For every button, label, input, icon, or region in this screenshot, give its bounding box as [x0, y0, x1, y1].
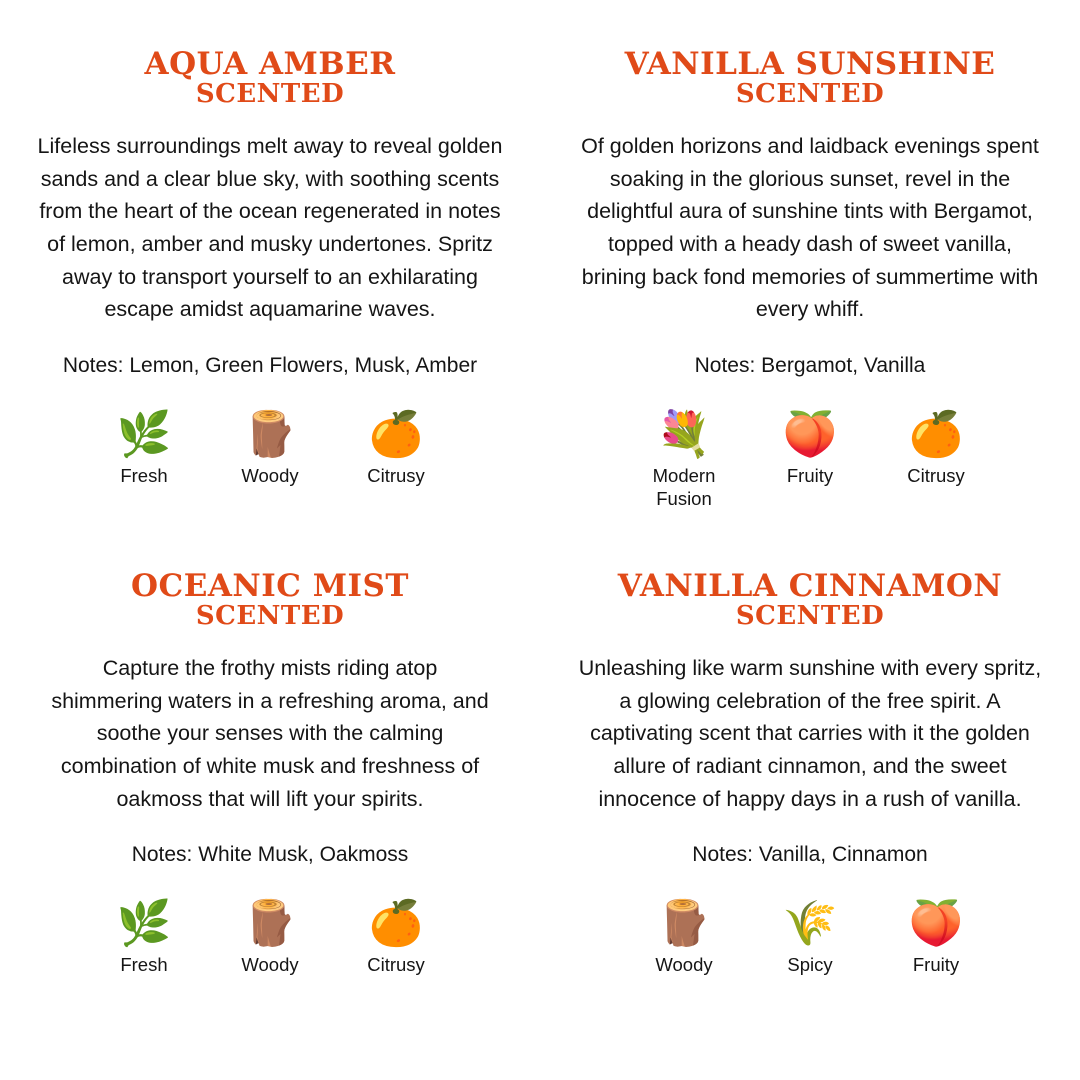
- scent-icon-label: Citrusy: [367, 954, 425, 976]
- scent-card-vanilla-cinnamon: [540, 518, 1080, 1080]
- scent-icon-row: [98, 897, 442, 976]
- scent-description: Lifeless surroundings melt away to reveal golden sands and a clear blue sky, with soothing scents from the heart of the ocean regenerated in notes of lemon, amber and musky undertones. Spritz away to transport yourself to an exhilarating escape amidst aquamarine waves.: [37, 133, 503, 322]
- wood-log-icon: 🪵: [656, 899, 712, 949]
- scent-icon-item: [224, 408, 316, 487]
- scent-icon-item: [98, 408, 190, 487]
- scent-title-name: VANILLA CINNAMON: [617, 568, 1003, 604]
- scent-title: [131, 570, 409, 630]
- peach-icon: 🍑: [782, 409, 838, 459]
- scent-icon-label: Woody: [241, 954, 299, 976]
- orange-citrus-icon: 🍊: [368, 409, 424, 459]
- scent-notes: Notes: Bergamot, Vanilla: [694, 353, 926, 377]
- scent-title-suffix: SCENTED: [195, 600, 345, 631]
- scent-icon-label: Fruity: [912, 954, 960, 976]
- flower-bouquet-icon: 💐: [656, 409, 712, 459]
- scent-icon-row: [98, 408, 442, 487]
- scent-icon-item: [224, 897, 316, 976]
- scent-title-name: OCEANIC MIST: [131, 568, 409, 604]
- scent-icon-item: [638, 897, 730, 976]
- star-anise-icon: 🌾: [782, 899, 838, 949]
- scent-title-suffix: SCENTED: [735, 600, 885, 631]
- scent-card-oceanic-mist: [0, 518, 540, 1080]
- orange-citrus-icon: 🍊: [908, 409, 964, 459]
- scent-notes: Notes: Vanilla, Cinnamon: [692, 843, 928, 867]
- scent-title: [625, 48, 996, 108]
- scent-notes: Notes: White Musk, Oakmoss: [131, 843, 409, 867]
- scent-notes: Notes: Lemon, Green Flowers, Musk, Amber: [62, 353, 478, 377]
- scent-icon-label: Fruity: [786, 464, 834, 486]
- scent-icon-item: [890, 897, 982, 976]
- scent-icon-label: Woody: [655, 954, 713, 976]
- scent-icon-label: Fresh: [120, 464, 168, 486]
- scent-icon-label: Fresh: [120, 954, 168, 976]
- scent-icon-item: [764, 408, 856, 487]
- scent-icon-label: Modern Fusion: [652, 464, 716, 509]
- orange-citrus-icon: 🍊: [368, 899, 424, 949]
- scent-icon-label: Citrusy: [907, 464, 965, 486]
- scent-title-name: VANILLA SUNSHINE: [624, 46, 996, 82]
- scent-title-suffix: SCENTED: [195, 78, 345, 109]
- peach-icon: 🍑: [908, 899, 964, 949]
- scent-icon-label: Citrusy: [367, 464, 425, 486]
- scent-title: [145, 48, 396, 108]
- basil-leaf-icon: 🌿: [116, 409, 172, 459]
- scent-description: Unleashing like warm sunshine with every spritz, a glowing celebration of the free spirit. A captivating scent that carries with it the golden allure of radiant cinnamon, and the sweet innocence of happy days in a rush of vanilla.: [578, 655, 1042, 811]
- scent-card-aqua-amber: [0, 0, 540, 518]
- scent-icon-row: [638, 408, 982, 510]
- scent-description: Capture the frothy mists riding atop shimmering waters in a refreshing aroma, and soothe your senses with the calming combination of white musk and freshness of oakmoss that will lift your spirits.: [51, 655, 489, 811]
- scent-icon-item: [638, 408, 730, 510]
- scent-icon-label: Woody: [241, 464, 299, 486]
- scent-icon-row: [638, 897, 982, 976]
- wood-log-icon: 🪵: [242, 409, 298, 459]
- scent-title-suffix: SCENTED: [735, 78, 885, 109]
- scent-title: [618, 570, 1003, 630]
- scent-card-vanilla-sunshine: [540, 0, 1080, 518]
- wood-log-icon: 🪵: [242, 899, 298, 949]
- scent-icon-item: [350, 408, 442, 487]
- scent-icon-item: [764, 897, 856, 976]
- scent-title-name: AQUA AMBER: [144, 46, 396, 82]
- scent-icon-item: [890, 408, 982, 487]
- scent-icon-item: [350, 897, 442, 976]
- scent-icon-label: Spicy: [787, 954, 833, 976]
- scent-description: Of golden horizons and laidback evenings spent soaking in the glorious sunset, revel in the delightful aura of sunshine tints with Bergamot, topped with a heady dash of sweet vanilla, brining back fond memories of summertime with every whiff.: [581, 133, 1039, 322]
- basil-leaf-icon: 🌿: [116, 899, 172, 949]
- scent-icon-item: [98, 897, 190, 976]
